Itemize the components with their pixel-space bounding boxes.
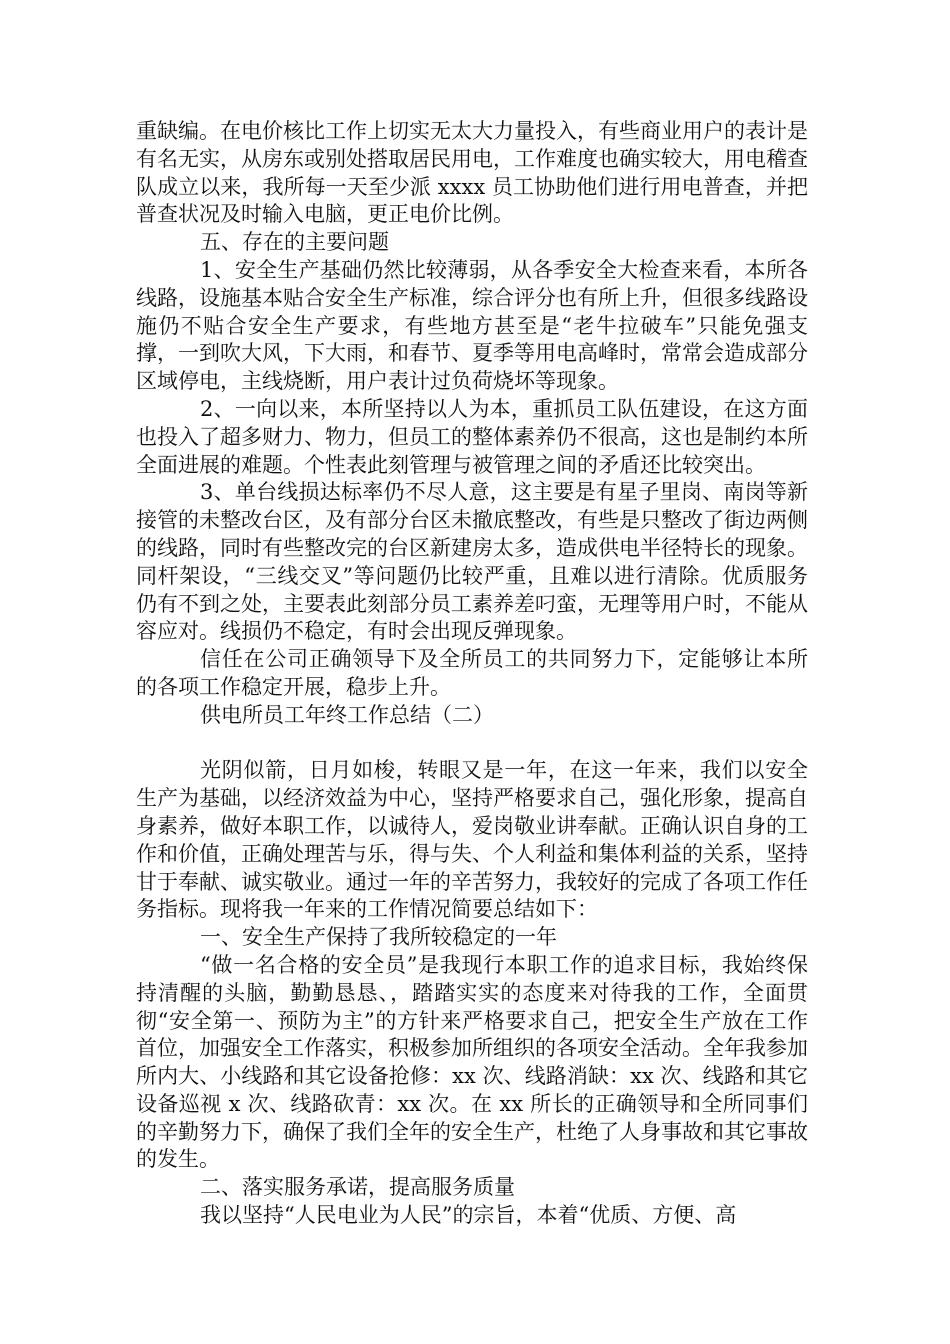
document-subtitle: 供电所员工年终工作总结（二） — [200, 702, 494, 727]
document-body — [136, 118, 808, 1230]
paragraph-problem-1: 1、安全生产基础仍然比较薄弱，从各季安全大检查来看，本所各线路，设施基本贴合安全生产标准，综合评分也有所上升，但很多线路设施仍不贴合安全生产要求，有些地方甚至是“老牛拉破车”只能免强支撑，一到吹大风，下大雨，和春节、夏季等用电高峰时，常常会造成部分区域停电，主线烧断，用户表计过负荷烧坏等现象。 — [136, 257, 808, 394]
paragraph-service: 我以坚持“人民电业为人民”的宗旨，本着“优质、方便、高 — [200, 1203, 737, 1228]
paragraph-intro: 光阴似箭，日月如梭，转眼又是一年，在这一年来，我们以安全生产为基础，以经济效益为中心，坚持严格要求自己，强化形象，提高自身素养，做好本职工作，以诚待人，爱岗敬业讲奉献。正确认识自身的工作和价值，正确处理苦与乐，得与失、个人利益和集体利益的关系，坚持甘于奉献、诚实敬业。通过一年的辛苦努力，我较好的完成了各项工作任务指标。现将我一年来的工作情况简要总结如下： — [136, 758, 808, 922]
paragraph-safety: “做一名合格的安全员”是我现行本职工作的追求目标，我始终保持清醒的头脑，勤勤恳恳、，踏踏实实的态度来对待我的工作，全面贯彻“安全第一、预防为主”的方针来严格要求自己，把安全生产放在工作首位，加强安全工作落实，积极参加所组织的各项安全活动。全年我参加所内大、小线路和其它设备抢修：xx 次、线路消缺：xx 次、线路和其它设备巡视 x 次、线路砍青：xx 次。在 xx 所长的正确领导和全所同事们的辛勤努力下，确保了我们全年的安全生产，杜绝了人身事故和其它事故的发生。 — [136, 952, 808, 1172]
section-heading-service: 二、落实服务承诺，提高服务质量 — [200, 1175, 515, 1200]
paragraph-continued: 重缺编。在电价核比工作上切实无太大力量投入，有些商业用户的表计是有名无实，从房东或别处搭取居民用电，工作难度也确实较大，用电稽查队成立以来，我所每一天至少派 xxxx 员工协助他们进行用电普查，并把普查状况及时输入电脑，更正电价比例。 — [136, 119, 808, 227]
paragraph-problem-2: 2、一向以来，本所坚持以人为本，重抓员工队伍建设，在这方面也投入了超多财力、物力，但员工的整体素养仍不很高，这也是制约本所全面进展的难题。个性表此刻管理与被管理之间的矛盾还比较突出。 — [136, 396, 808, 477]
blank-line — [136, 730, 808, 758]
section-heading-problems: 五、存在的主要问题 — [200, 230, 389, 255]
paragraph-conclusion: 信任在公司正确领导下及全所员工的共同努力下，定能够让本所的各项工作稳定开展，稳步上升。 — [136, 647, 808, 699]
section-heading-safety: 一、安全生产保持了我所较稳定的一年 — [200, 925, 557, 950]
paragraph-problem-3: 3、单台线损达标率仍不尽人意，这主要是有星子里岗、南岗等新接管的未整改台区，及有部分台区未撤底整改，有些是只整改了街边两侧的线路，同时有些整改完的台区新建房太多，造成供电半径特长的现象。同杆架设，“三线交叉”等问题仍比较严重，且难以进行清除。优质服务仍有不到之处，主要表此刻部分员工素养差叼蛮，无理等用户时，不能从容应对。线损仍不稳定，有时会出现反弹现象。 — [136, 480, 808, 644]
